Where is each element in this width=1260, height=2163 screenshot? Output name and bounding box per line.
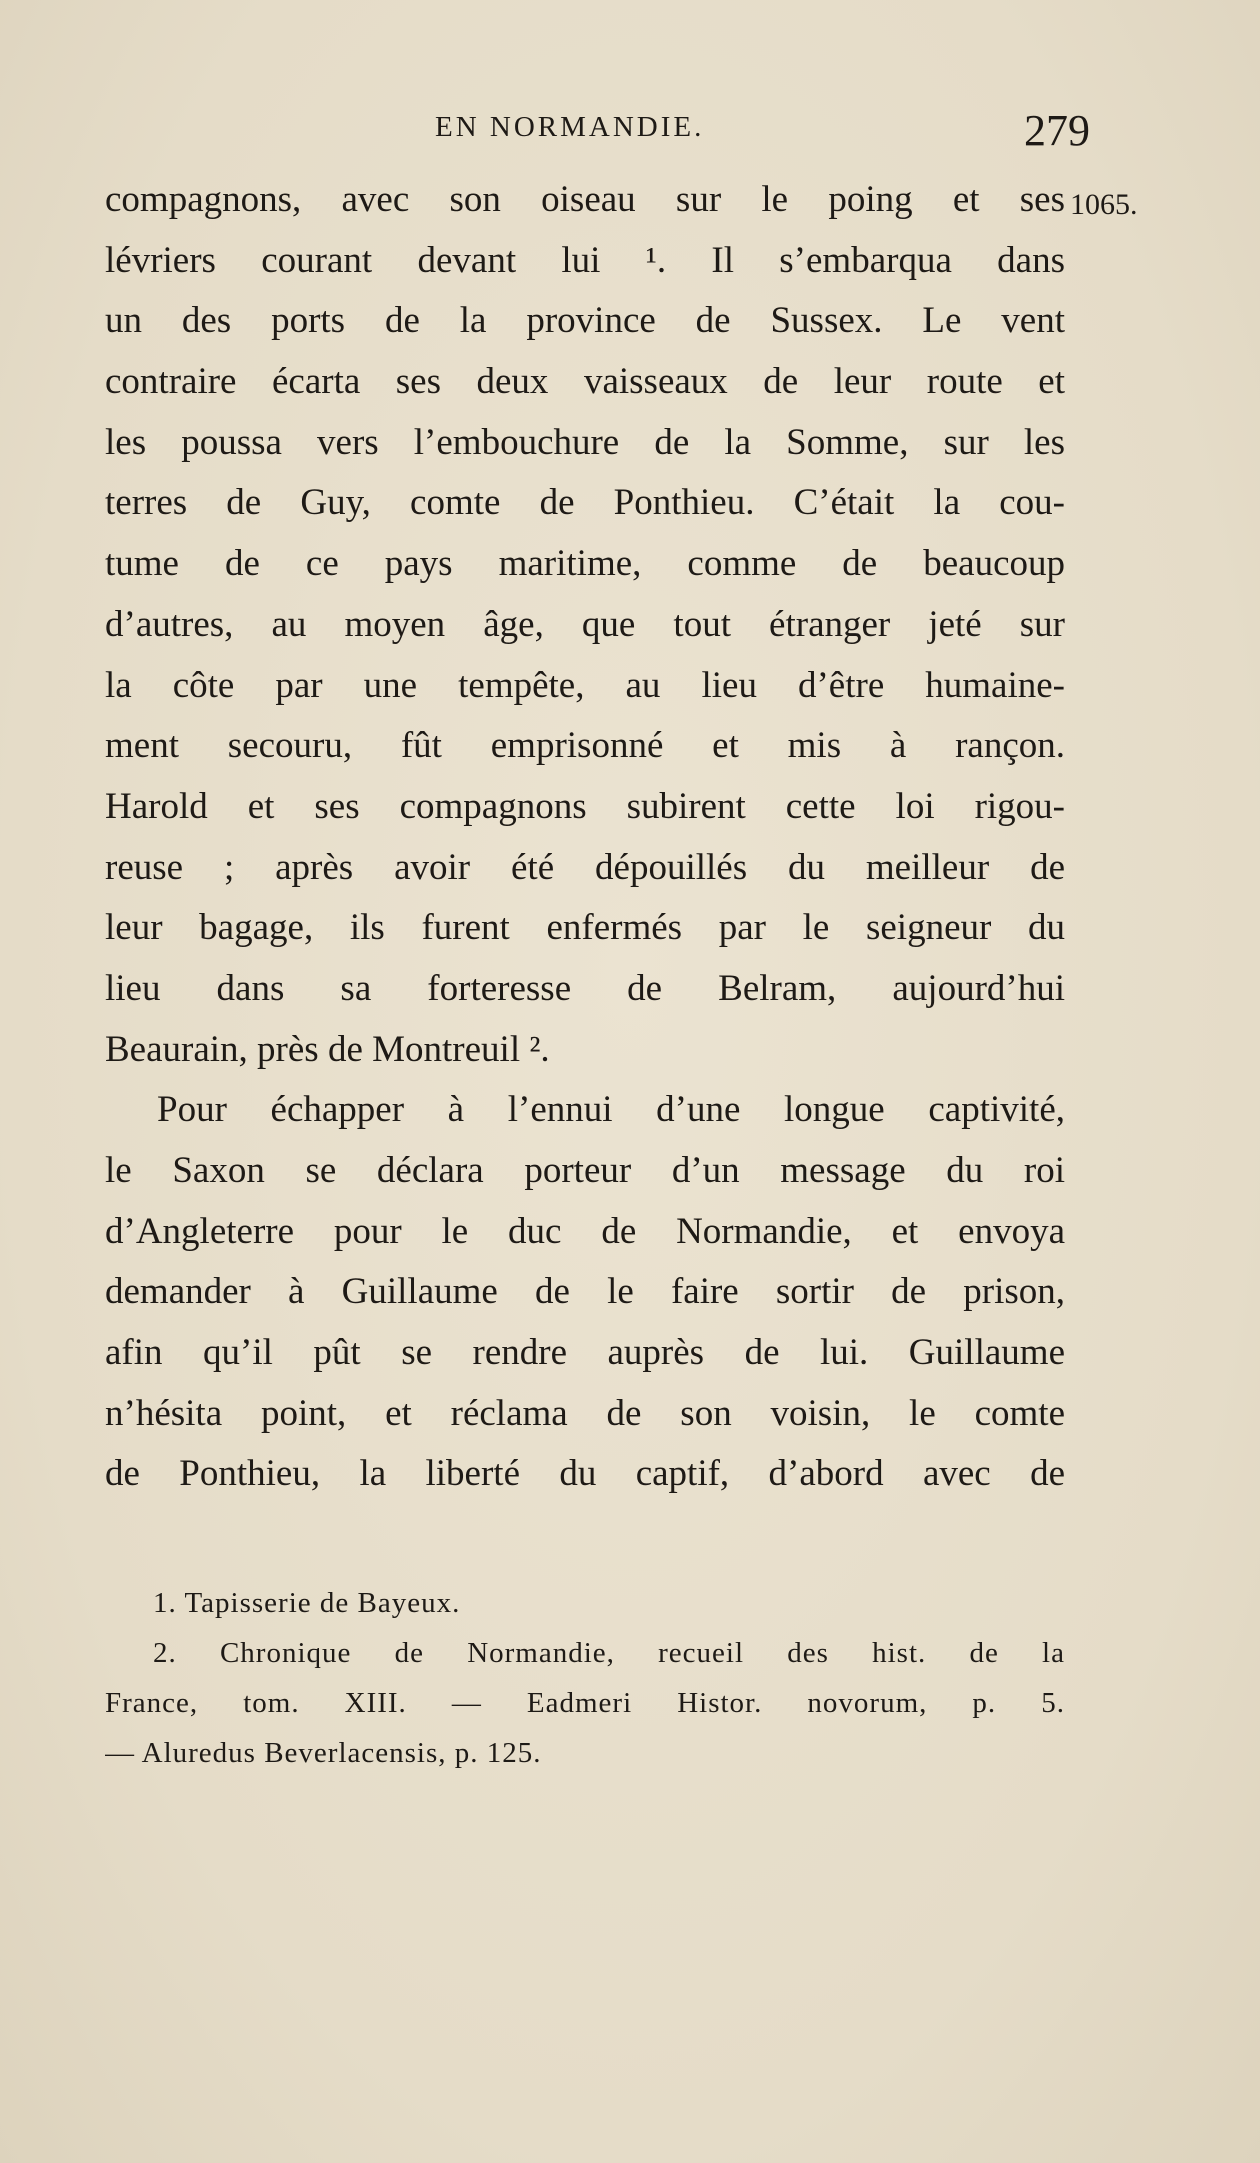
text-line: Pour échapper à l’ennui d’une longue captivité, [157, 1089, 1065, 1131]
footnote-line: — Aluredus Beverlacensis, p. 125. [105, 1737, 542, 1769]
text-line: de Ponthieu, la liberté du captif, d’abord avec de [105, 1453, 1065, 1495]
body-text [105, 170, 1065, 1505]
text-line: n’hésita point, et réclama de son voisin, le comte [105, 1392, 1065, 1434]
text-line: la côte par une tempête, au lieu d’être humaine- [105, 664, 1065, 706]
footnotes [105, 1578, 1065, 1778]
footnote-line: 1. Tapisserie de Bayeux. [153, 1587, 461, 1619]
text-line: le Saxon se déclara porteur d’un message du roi [105, 1150, 1065, 1191]
margin-date-note: 1065. [1070, 188, 1138, 221]
text-line: un des ports de la province de Sussex. Le vent [105, 300, 1065, 342]
running-title: EN NORMANDIE. [435, 111, 705, 143]
text-line: d’Angleterre pour le duc de Normandie, et envoya [105, 1210, 1065, 1252]
text-line: reuse ; après avoir été dépouillés du meilleur de [105, 846, 1065, 888]
text-line: Harold et ses compagnons subirent cette loi rigou- [105, 785, 1065, 827]
text-line: les poussa vers l’embouchure de la Somme, sur les [105, 421, 1065, 463]
text-line: tume de ce pays maritime, comme de beaucoup [105, 543, 1065, 585]
text-line: lieu dans sa forteresse de Belram, aujourd’hui [105, 967, 1065, 1009]
text-line: demander à Guillaume de le faire sortir de prison, [105, 1271, 1065, 1313]
page-header [105, 105, 1090, 155]
text-line: Beaurain, près de Montreuil ². [105, 1028, 550, 1070]
footnote-line: France, tom. XIII. — Eadmeri Histor. novorum, p. 5. [105, 1687, 1065, 1719]
text-line: contraire écarta ses deux vaisseaux de leur route et [105, 361, 1065, 403]
text-line: d’autres, au moyen âge, que tout étranger jeté sur [105, 603, 1065, 645]
text-line: lévriers courant devant lui ¹. Il s’embarqua dans [105, 239, 1065, 281]
page-number: 279 [1024, 106, 1090, 155]
text-line: leur bagage, ils furent enfermés par le seigneur du [105, 907, 1065, 949]
text-line: ment secouru, fût emprisonné et mis à rançon. [105, 725, 1065, 767]
text-line: compagnons, avec son oiseau sur le poing et ses [105, 179, 1065, 220]
footnote-line: 2. Chronique de Normandie, recueil des hist. de la [153, 1637, 1065, 1669]
text-line: terres de Guy, comte de Ponthieu. C’était la cou- [105, 482, 1065, 524]
text-line: afin qu’il pût se rendre auprès de lui. Guillaume [105, 1332, 1065, 1374]
